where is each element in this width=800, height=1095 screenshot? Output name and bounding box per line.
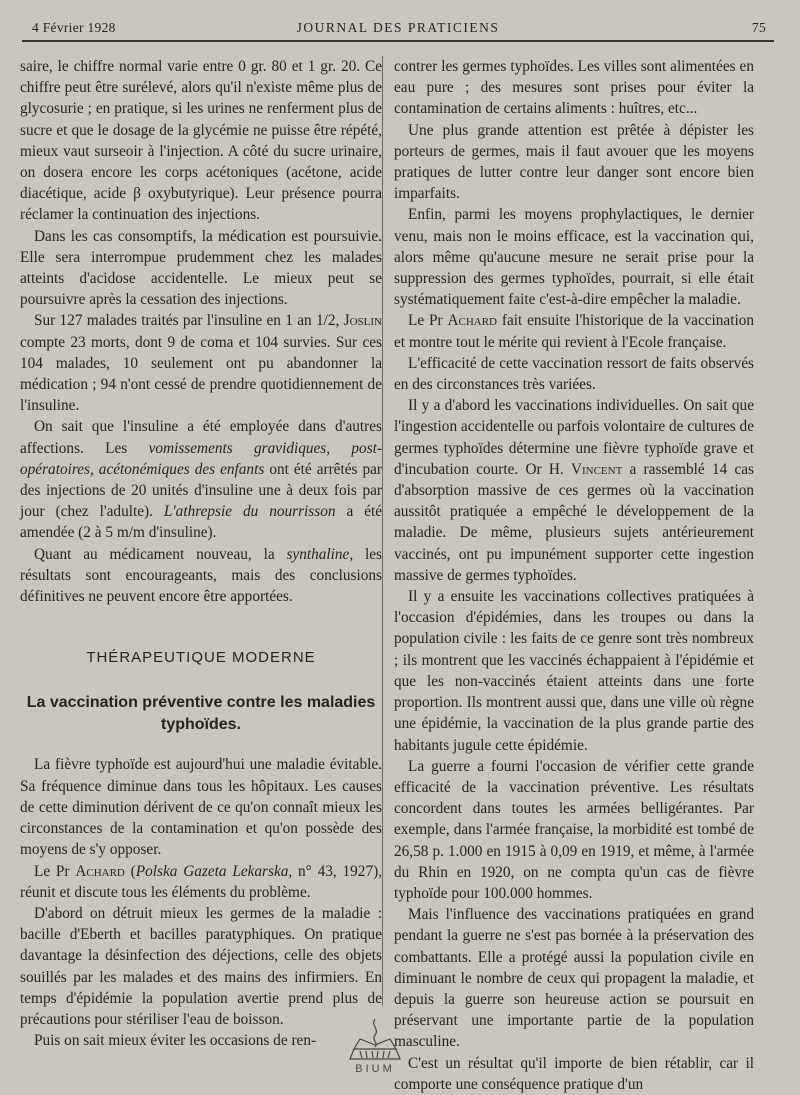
- paragraph: Il y a ensuite les vaccinations collectives pratiquées à l'occasion d'épidémies, dans les troupes ou dans la population civile : les faits de ce genre sont très nombreux ; ils montrent que les vaccinés échappaient à l'épidémie et que les non-vaccinés étaient atteints dans une forte proportion. Ils montrent aussi que, dans une ville où règne une épidémie, la vaccination de la plus grande partie des habitants jugule cette épidémie.: [394, 588, 754, 754]
- header-date: 4 Février 1928: [32, 20, 116, 35]
- paragraph: C'est un résultat qu'il importe de bien rétablir, car il comporte une conséquence pratique d'un: [394, 1054, 754, 1093]
- text-run: a été amendée (2 à 5 m/m d'insuline).: [20, 503, 383, 542]
- text-run: Le Pr: [34, 862, 70, 880]
- paragraph: saire, le chiffre normal varie entre 0 gr. 80 et 1 gr. 20. Ce chiffre peut être surélevé, alors qu'il n'existe même plus de glycosurie ; en pratique, si les urines ne renferment plus de sucre et que le dosage de la glycémie ne puisse être répété, mieux vaut surseoir à l'injection. A côté du sucre urinaire, on dosera encore les corps acétoniques (acétone, acide diacétique, acide β oxybutyrique). Leur présence pourra réclamer la continuation des injections.: [20, 58, 382, 224]
- text-run: Quant au médicament nouveau, la: [34, 545, 275, 563]
- text-run: les résultats sont encourageants, mais des conclusions définitives ne peuvent encore être apportées.: [20, 545, 382, 606]
- paragraph: La guerre a fourni l'occasion de vérifier cette grande efficacité de la vaccination préventive. Les résultats concordent dans toutes les armées belligérantes. Par exemple, dans l'armée française, la morbidité est tombé de 26,58 p. 1.000 en 1915 à 0,09 en 1919, et même, à l'armée du Rhin en 1920, on ne compta qu'un cas de fièvre typhoïde pour 100.000 hommes.: [394, 757, 754, 902]
- text-run: Il y a d'abord les vaccinations individuelles. On sait que l'ingestion accidentelle ou parfois volontaire de cultures de germes typhoïdes détermine une fièvre typhoïde grave et d'incubation courte. Or H.: [394, 397, 754, 478]
- paragraph: [20, 544, 382, 608]
- italic-text: vomissements gravidiques, post-opératoires, acétonémiques des enfants: [20, 439, 382, 478]
- author-name: Joslin: [343, 312, 382, 330]
- text-run: compte 23 morts, dont 9 de coma et 104 survies. Sur ces 104 malades, 10 seulement ont pu abandonner la médication ; 94 n'ont cessé de prendre quotidiennement de l'insuline.: [20, 333, 382, 415]
- paragraph: Mais l'influence des vaccinations pratiquées en grand pendant la guerre ne s'est pas bornée à la préservation des combattants. Elle a protégé aussi la population civile en diminuant le nombre de ceux qui propagent la maladie, et depuis la guerre son heureuse action se poursuit en préservant une importante partie de la population masculine.: [394, 906, 754, 1051]
- paragraph: Le Pr Achard (Polska Gazeta Lekarska, n° 43, 1927), réunit et discute tous les éléments du problème.: [20, 862, 383, 901]
- right-column: [394, 56, 754, 1095]
- paragraph: contrer les germes typhoïdes. Les villes sont alimentées en eau pure ; des mesures sont prises pour éviter la contamination de certains aliments : huîtres, etc...: [394, 58, 754, 118]
- page-number: 75: [751, 20, 766, 35]
- section-title: THÉRAPEUTIQUE MODERNE: [86, 649, 316, 667]
- paragraph: [394, 310, 754, 352]
- running-header: [22, 18, 774, 42]
- text-run: ont été arrêtés par des injections de 20 unités d'insuline une à deux fois par jour (chez l'adulte).: [20, 460, 383, 521]
- paragraph: Puis on sait mieux éviter les occasions de ren-: [34, 1032, 317, 1050]
- author-name: Vincent: [570, 460, 623, 478]
- author-name: Achard: [447, 312, 498, 330]
- seal-text: BIUM: [355, 1063, 395, 1075]
- text-run: Le Pr: [408, 312, 443, 330]
- text-run: fait ensuite l'historique de la vaccination et montre tout le mérite qui revient à l'Ecole française.: [394, 312, 755, 351]
- article-title: La vaccination préventive contre les maladies typhoïdes.: [26, 694, 376, 734]
- paragraph: Une plus grande attention est prêtée à dépister les porteurs de germes, mais il faut avouer que les moyens pratiques de lutter contre leur danger sont encore bien imparfaits.: [394, 121, 754, 203]
- italic-text: L'athrepsie du nourrisson: [163, 503, 336, 521]
- text-run: a rassemblé 14 cas d'absorption massive de ces germes où la vaccination aussitôt pratiquée a empêché le développement de la maladie. De même, plusieurs sujets antérieurement vaccinés, ont pu impunément supporter cette ingestion massive de germes typhoïdes.: [394, 460, 754, 584]
- paragraph: [20, 310, 382, 416]
- text-run: n° 43, 1927), réunit et discute tous les éléments du problème.: [20, 862, 383, 901]
- italic-text: synthaline,: [286, 545, 354, 563]
- column-divider: [382, 56, 383, 1006]
- paragraph: D'abord on détruit mieux les germes de la maladie : bacille d'Eberth et bacilles paratyphiques. On pratique davantage la désinfection des déjections, celle des objets souillés par les malades et des mains des infirmiers. En temps d'épidémie la population avertie prend plus de précautions pour stériliser l'eau de boisson.: [20, 904, 382, 1028]
- paragraph: [20, 416, 382, 543]
- header-journal-title: JOURNAL DES PRATICIENS: [296, 20, 500, 35]
- paragraph: Enfin, parmi les moyens prophylactiques, le dernier venu, mais non le moins efficace, est la vaccination qui, alors même qu'aucune mesure ne serait prise pour la suppression des germes typhoïdes, pourrait, si elle était systématiquement faite c'est-à-dire empêcher la maladie.: [394, 206, 754, 309]
- italic-text: Polska Gazeta Lekarska,: [135, 862, 293, 880]
- paragraph: L'efficacité de cette vaccination ressort de faits observés en des circonstances très variées.: [394, 354, 754, 394]
- paragraph: [394, 395, 754, 586]
- text-run: Sur 127 malades traités par l'insuline en 1 an 1/2,: [34, 312, 340, 330]
- text-run: On sait que l'insuline a été employée dans d'autres affections. Les: [20, 418, 382, 457]
- paragraph: Dans les cas consomptifs, la médication est poursuivie. Elle sera interrompue prudemment chez les malades atteints d'acidose accidentelle. Le mieux peut se poursuivre après la cessation des injections.: [20, 227, 382, 309]
- paragraph: La fièvre typhoïde est aujourd'hui une maladie évitable. Sa fréquence diminue dans tous les hôpitaux. Les causes de cette diminution dérivent de ce qu'on connaît mieux les circonstances de la contamination et qu'on possède des moyens de s'y opposer.: [20, 756, 382, 859]
- left-column: [20, 56, 382, 1051]
- author-name: Achard: [75, 862, 125, 880]
